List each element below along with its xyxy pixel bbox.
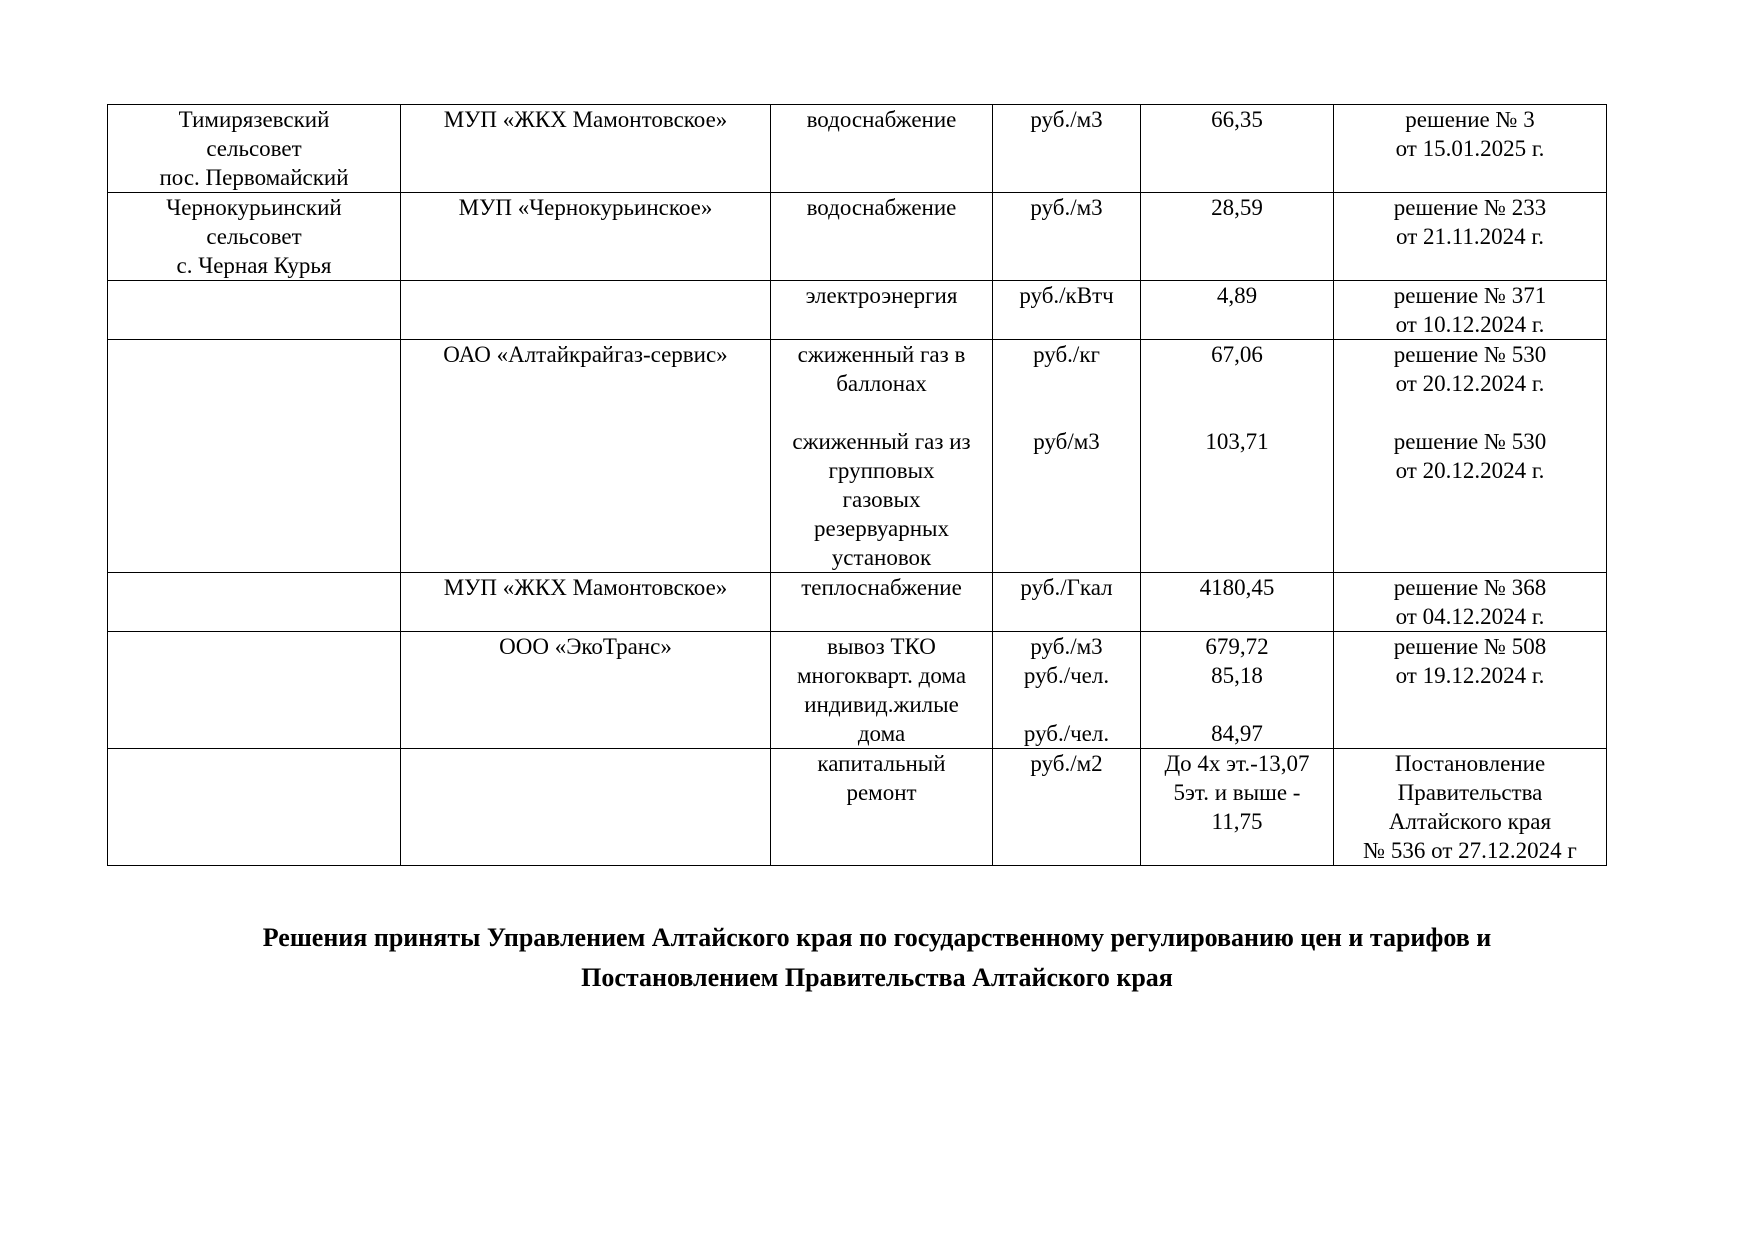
cell-line: решение № 371 xyxy=(1393,283,1547,308)
cell-line: решение № 3 xyxy=(1405,107,1535,132)
unit-cell xyxy=(993,193,1141,281)
municipality-cell xyxy=(108,193,401,281)
tariff-cell xyxy=(1141,573,1334,632)
unit-cell xyxy=(993,105,1141,193)
cell-line: решение № 530 xyxy=(1393,342,1547,367)
tariff-cell xyxy=(1141,749,1334,866)
decision-cell xyxy=(1334,193,1607,281)
cell-line: сжиженный газ из xyxy=(792,429,971,454)
cell-line: руб./чел. xyxy=(1023,663,1110,688)
municipality-cell xyxy=(108,573,401,632)
decision-cell xyxy=(1334,105,1607,193)
cell-line: Постановление xyxy=(1394,751,1546,776)
cell-line-gap xyxy=(1145,369,1329,398)
cell-line: руб/м3 xyxy=(1033,429,1100,454)
service-cell xyxy=(771,749,993,866)
service-cell xyxy=(771,573,993,632)
municipality-cell xyxy=(108,281,401,340)
cell-line: Правительства xyxy=(1397,780,1543,805)
cell-line: дома xyxy=(857,721,906,746)
tariff-cell xyxy=(1141,281,1334,340)
cell-line-gap xyxy=(1338,398,1602,427)
cell-line: от 21.11.2024 г. xyxy=(1396,224,1544,249)
table-row xyxy=(108,632,1607,749)
cell-line: от 10.12.2024 г. xyxy=(1395,312,1545,337)
cell-line: Тимирязевский xyxy=(178,107,330,132)
cell-line: руб./кг xyxy=(1033,342,1100,367)
cell-line: 66,35 xyxy=(1211,107,1263,132)
cell-line: резервуарных xyxy=(813,516,950,541)
cell-line: ремонт xyxy=(846,780,917,805)
cell-line: газовых xyxy=(842,487,921,512)
tariff-table xyxy=(107,104,1607,866)
cell-line: руб./Гкал xyxy=(1020,575,1113,600)
cell-line-gap xyxy=(775,398,988,427)
cell-line: баллонах xyxy=(836,371,927,396)
decision-cell xyxy=(1334,749,1607,866)
municipality-cell xyxy=(108,340,401,573)
footer-line: Постановлением Правительства Алтайского края xyxy=(581,963,1173,992)
organization-cell xyxy=(401,281,771,340)
cell-line-gap xyxy=(1145,690,1329,719)
decision-cell xyxy=(1334,632,1607,749)
cell-line: руб./м3 xyxy=(1030,107,1103,132)
cell-line: капитальный xyxy=(817,751,946,776)
cell-line: теплоснабжение xyxy=(801,575,962,600)
organization-cell xyxy=(401,105,771,193)
unit-cell xyxy=(993,632,1141,749)
cell-line: До 4х эт.-13,07 xyxy=(1164,751,1310,776)
cell-line: руб./кВтч xyxy=(1019,283,1114,308)
cell-line: сельсовет xyxy=(206,136,302,161)
cell-line: 679,72 xyxy=(1205,634,1269,659)
cell-line: водоснабжение xyxy=(806,107,957,132)
table-row xyxy=(108,340,1607,573)
cell-line: руб./м2 xyxy=(1030,751,1103,776)
cell-line: сжиженный газ в xyxy=(797,342,966,367)
table-row xyxy=(108,573,1607,632)
cell-line: МУП «ЖКХ Мамонтовское» xyxy=(443,575,728,600)
cell-line: Алтайского края xyxy=(1388,809,1552,834)
cell-line: Чернокурьинский xyxy=(166,195,342,220)
service-cell xyxy=(771,193,993,281)
organization-cell xyxy=(401,632,771,749)
tariff-cell xyxy=(1141,340,1334,573)
unit-cell xyxy=(993,281,1141,340)
unit-cell xyxy=(993,340,1141,573)
organization-cell xyxy=(401,193,771,281)
table-row xyxy=(108,281,1607,340)
tariff-cell xyxy=(1141,105,1334,193)
cell-line: от 04.12.2024 г. xyxy=(1395,604,1545,629)
service-cell xyxy=(771,281,993,340)
cell-line: руб./м3 xyxy=(1030,634,1103,659)
cell-line: решение № 508 xyxy=(1393,634,1547,659)
cell-line: 4,89 xyxy=(1216,283,1258,308)
cell-line: сельсовет xyxy=(206,224,302,249)
municipality-cell xyxy=(108,749,401,866)
organization-cell xyxy=(401,749,771,866)
footer-line: Решения приняты Управлением Алтайского края по государственному регулированию цен и тарифов и xyxy=(262,923,1492,952)
decision-cell xyxy=(1334,281,1607,340)
cell-line-gap xyxy=(997,690,1136,719)
cell-line: 84,97 xyxy=(1211,721,1263,746)
organization-cell xyxy=(401,340,771,573)
cell-line: с. Черная Курья xyxy=(176,253,332,278)
cell-line: ОАО «Алтайкрайгаз-сервис» xyxy=(443,342,728,367)
footer-note xyxy=(107,918,1647,998)
cell-line: от 20.12.2024 г. xyxy=(1395,371,1545,396)
cell-line: индивид.жилые xyxy=(804,692,959,717)
cell-line: руб./чел. xyxy=(1023,721,1110,746)
cell-line: 11,75 xyxy=(1211,809,1263,834)
cell-line: 4180,45 xyxy=(1199,575,1275,600)
cell-line: от 20.12.2024 г. xyxy=(1395,458,1545,483)
cell-line: водоснабжение xyxy=(806,195,957,220)
decision-cell xyxy=(1334,573,1607,632)
cell-line-gap xyxy=(1145,398,1329,427)
service-cell xyxy=(771,632,993,749)
cell-line: групповых xyxy=(828,458,935,483)
decision-cell xyxy=(1334,340,1607,573)
municipality-cell xyxy=(108,632,401,749)
cell-line: пос. Первомайский xyxy=(159,165,349,190)
tariff-cell xyxy=(1141,632,1334,749)
service-cell xyxy=(771,340,993,573)
cell-line: от 15.01.2025 г. xyxy=(1395,136,1545,161)
cell-line: 5эт. и выше - xyxy=(1173,780,1301,805)
table-row xyxy=(108,193,1607,281)
tariff-table-body xyxy=(108,105,1607,866)
cell-line-gap xyxy=(997,398,1136,427)
cell-line: 28,59 xyxy=(1211,195,1263,220)
cell-line: 85,18 xyxy=(1211,663,1263,688)
cell-line: МУП «Чернокурьинское» xyxy=(458,195,713,220)
unit-cell xyxy=(993,573,1141,632)
table-row xyxy=(108,749,1607,866)
cell-line: установок xyxy=(831,545,932,570)
cell-line: МУП «ЖКХ Мамонтовское» xyxy=(443,107,728,132)
tariff-cell xyxy=(1141,193,1334,281)
cell-line: решение № 530 xyxy=(1393,429,1547,454)
cell-line: многокварт. дома xyxy=(796,663,967,688)
cell-line: руб./м3 xyxy=(1030,195,1103,220)
cell-line: от 19.12.2024 г. xyxy=(1395,663,1545,688)
cell-line: вывоз ТКО xyxy=(827,634,936,659)
cell-line: 103,71 xyxy=(1205,429,1269,454)
cell-line: ООО «ЭкоТранс» xyxy=(499,634,672,659)
cell-line: решение № 233 xyxy=(1393,195,1547,220)
unit-cell xyxy=(993,749,1141,866)
cell-line: электроэнергия xyxy=(805,283,958,308)
cell-line: решение № 368 xyxy=(1393,575,1547,600)
cell-line: 67,06 xyxy=(1211,342,1263,367)
organization-cell xyxy=(401,573,771,632)
table-row xyxy=(108,105,1607,193)
cell-line: № 536 от 27.12.2024 г xyxy=(1363,838,1577,863)
service-cell xyxy=(771,105,993,193)
cell-line-gap xyxy=(997,369,1136,398)
municipality-cell xyxy=(108,105,401,193)
